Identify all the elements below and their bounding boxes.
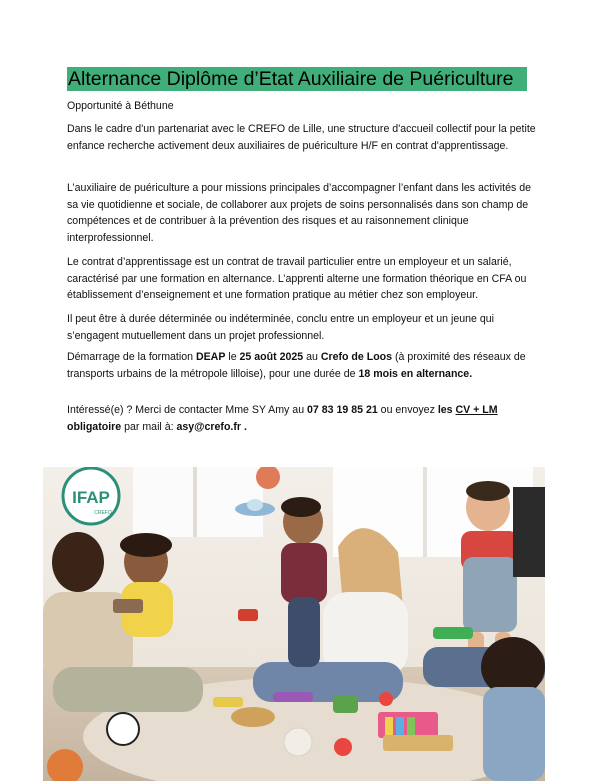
phone-number[interactable]: 07 83 19 85 21 bbox=[307, 404, 378, 416]
training-place: Crefo de Loos bbox=[320, 351, 393, 363]
cv-lm-requirement: CV + LM bbox=[455, 404, 498, 416]
location-subtitle: Opportunité à Béthune bbox=[67, 100, 174, 112]
page-title: Alternance Diplôme d’Etat Auxiliaire de Puériculture bbox=[67, 67, 527, 91]
paragraph-partnership: Dans le cadre d'un partenariat avec le CREFO de Lille, une structure d'accueil collectif pour la petite enfance recherche activement deux auxiliaires de puériculture H/F en contrat d'apprentissage. bbox=[67, 123, 536, 152]
training-duration: 18 mois en alternance. bbox=[358, 367, 473, 380]
contact-email[interactable]: asy@crefo.fr bbox=[176, 420, 242, 433]
mandatory-label: obligatoire bbox=[67, 420, 122, 433]
paragraph-contract: Le contrat d’apprentissage est un contrat de travail particulier entre un employeur et un salarié, caractérisé par une formation en alternance. L’apprenti alterne une formation théorique en CFA ou établissement d’enseignement et une formation pratique au métier chez son employeur. bbox=[67, 256, 527, 301]
logo-sub-text: CREFO bbox=[94, 510, 112, 516]
start-date: 25 août 2025 bbox=[239, 351, 304, 363]
contact-block: Intéressé(e) ? Merci de contacter Mme SY Amy au 07 83 19 85 21 ou envoyez les CV + LM obligatoire par mail à: asy@crefo.fr . bbox=[67, 404, 498, 433]
paragraph-start: Démarrage de la formation DEAP le 25 août 2025 au Crefo de Loos (à proximité des réseaux de transports urbains de la métropole lilloise), pour une durée de 18 mois en alternance. bbox=[67, 351, 526, 380]
nursery-photo bbox=[43, 467, 545, 781]
paragraph-missions: L’auxiliaire de puériculture a pour missions principales d’accompagner l’enfant dans les activités de sa vie quotidienne et sociale, de collaborer aux projets de soins personnalisés dans son champ de compétences et de contribuer à la prévention des risques et au raisonnement clinique interprofessionnel. bbox=[67, 182, 532, 244]
paragraph-duration-type: Il peut être à durée déterminée ou indéterminée, conclu entre un employeur et un jeune qui s’engagent mutuellement dans un projet professionnel. bbox=[67, 313, 494, 342]
logo-main-text: IFAP bbox=[72, 488, 110, 507]
program-name: DEAP bbox=[195, 351, 226, 363]
